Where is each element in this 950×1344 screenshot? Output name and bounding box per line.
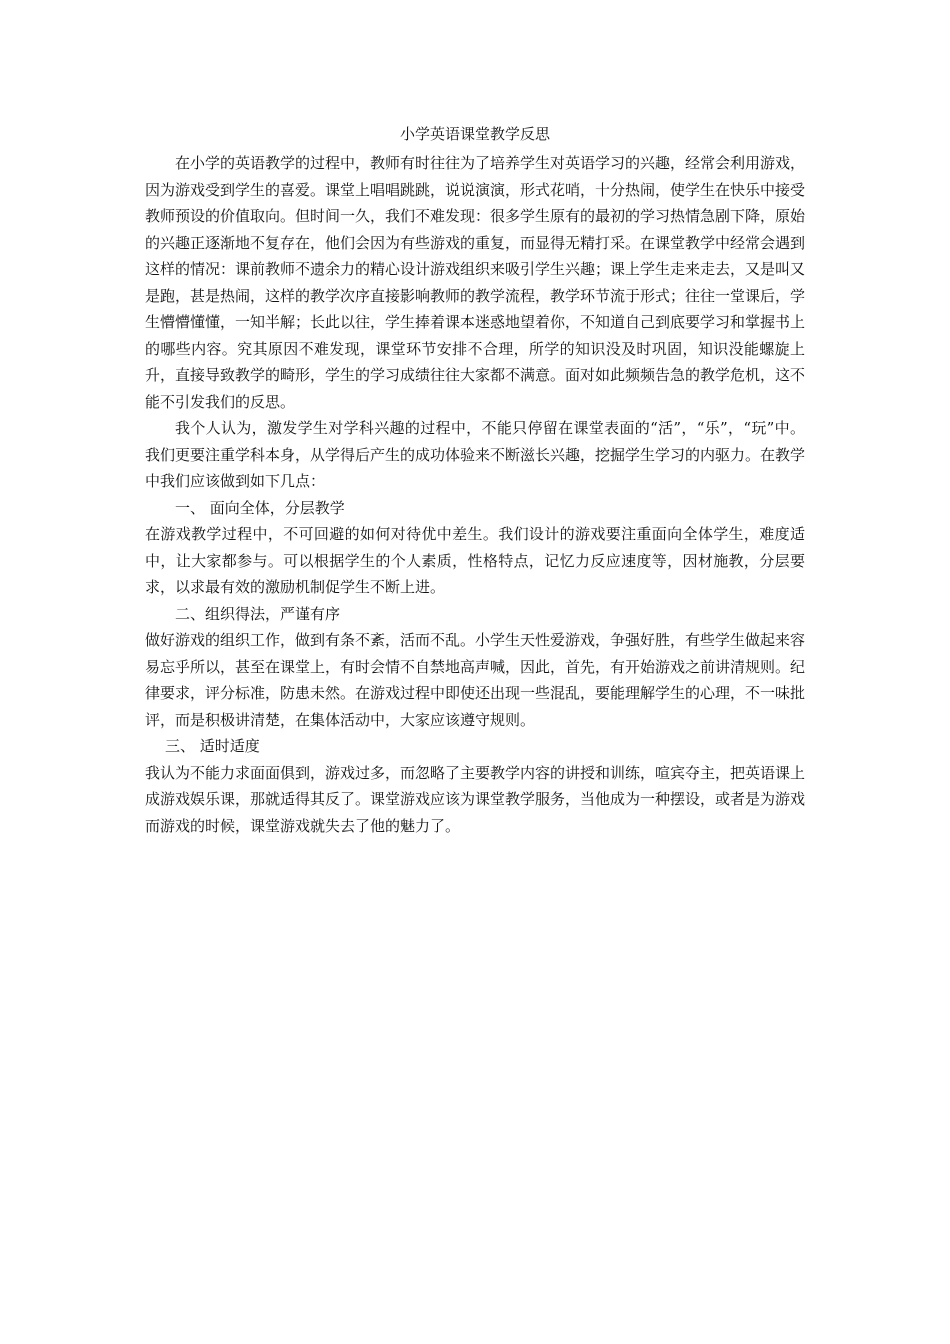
section-body-2: 做好游戏的组织工作，做到有条不紊，活而不乱。小学生天性爱游戏，争强好胜，有些学生做起来容易忘乎所以，甚至在课堂上，有时会情不自禁地高声喊，因此，首先，有开始游戏之前讲清规则。纪律要求，评分标准，防患未然。在游戏过程中即使还出现一些混乱，要能理解学生的心理，不一味批评，而是积极讲清楚，在集体活动中，大家应该遵守规则。 — [145, 631, 806, 729]
section-body-1: 在游戏教学过程中，不可回避的如何对待优中差生。我们设计的游戏要注重面向全体学生，难度适中，让大家都参与。可以根据学生的个人素质，性格特点，记忆力反应速度等，因材施教，分层要求，以求最有效的激励机制促学生不断上进。 — [145, 525, 805, 596]
section-heading-2: 二、组织得法，严谨有序 — [175, 604, 341, 623]
opinion-paragraph: 我个人认为，激发学生对学科兴趣的过程中，不能只停留在课堂表面的“活”，“乐”，“玩”中。我们更要注重学科本身，从学得后产生的成功体验来不断滋长兴趣，挖掘学生学习的内驱力。在教学中我们应该做到如下几点： — [145, 419, 806, 490]
intro-paragraph: 在小学的英语教学的过程中，教师有时往往为了培养学生对英语学习的兴趣，经常会利用游戏，因为游戏受到学生的喜爱。课堂上唱唱跳跳，说说演演，形式花哨，十分热闹，使学生在快乐中接受教师预设的价值取向。但时间一久，我们不难发现：很多学生原有的最初的学习热情急剧下降，原始的兴趣正逐渐地不复存在，他们会因为有些游戏的重复，而显得无精打采。在课堂教学中经常会遇到这样的情况：课前教师不遗余力的精心设计游戏组织来吸引学生兴趣；课上学生走来走去，又是叫又是跑，甚是热闹，这样的教学次序直接影响教师的教学流程，教学环节流于形式；往往一堂课后，学生懵懵懂懂，一知半解；长此以往，学生捧着课本迷惑地望着你，不知道自己到底要学习和掌握书上的哪些内容。究其原因不难发现，课堂环节安排不合理，所学的知识没及时巩固，知识没能螺旋上升，直接导致教学的畸形，学生的学习成绩往往大家都不满意。面对如此频频告急的教学危机，这不能不引发我们的反思。 — [145, 154, 806, 411]
section-heading-3: 三、 适时适度 — [165, 737, 260, 755]
document-page — [145, 122, 805, 839]
document-title: 小学英语课堂教学反思 — [399, 125, 550, 143]
section-body-3: 我认为不能力求面面俱到，游戏过多，而忽略了主要教学内容的讲授和训练，喧宾夺主，把英语课上成游戏娱乐课，那就适得其反了。课堂游戏应该为课堂教学服务，当他成为一种摆设，或者是为游戏而游戏的时候，课堂游戏就失去了他的魅力了。 — [145, 763, 806, 835]
section-heading-1: 一、 面向全体，分层教学 — [175, 498, 345, 517]
